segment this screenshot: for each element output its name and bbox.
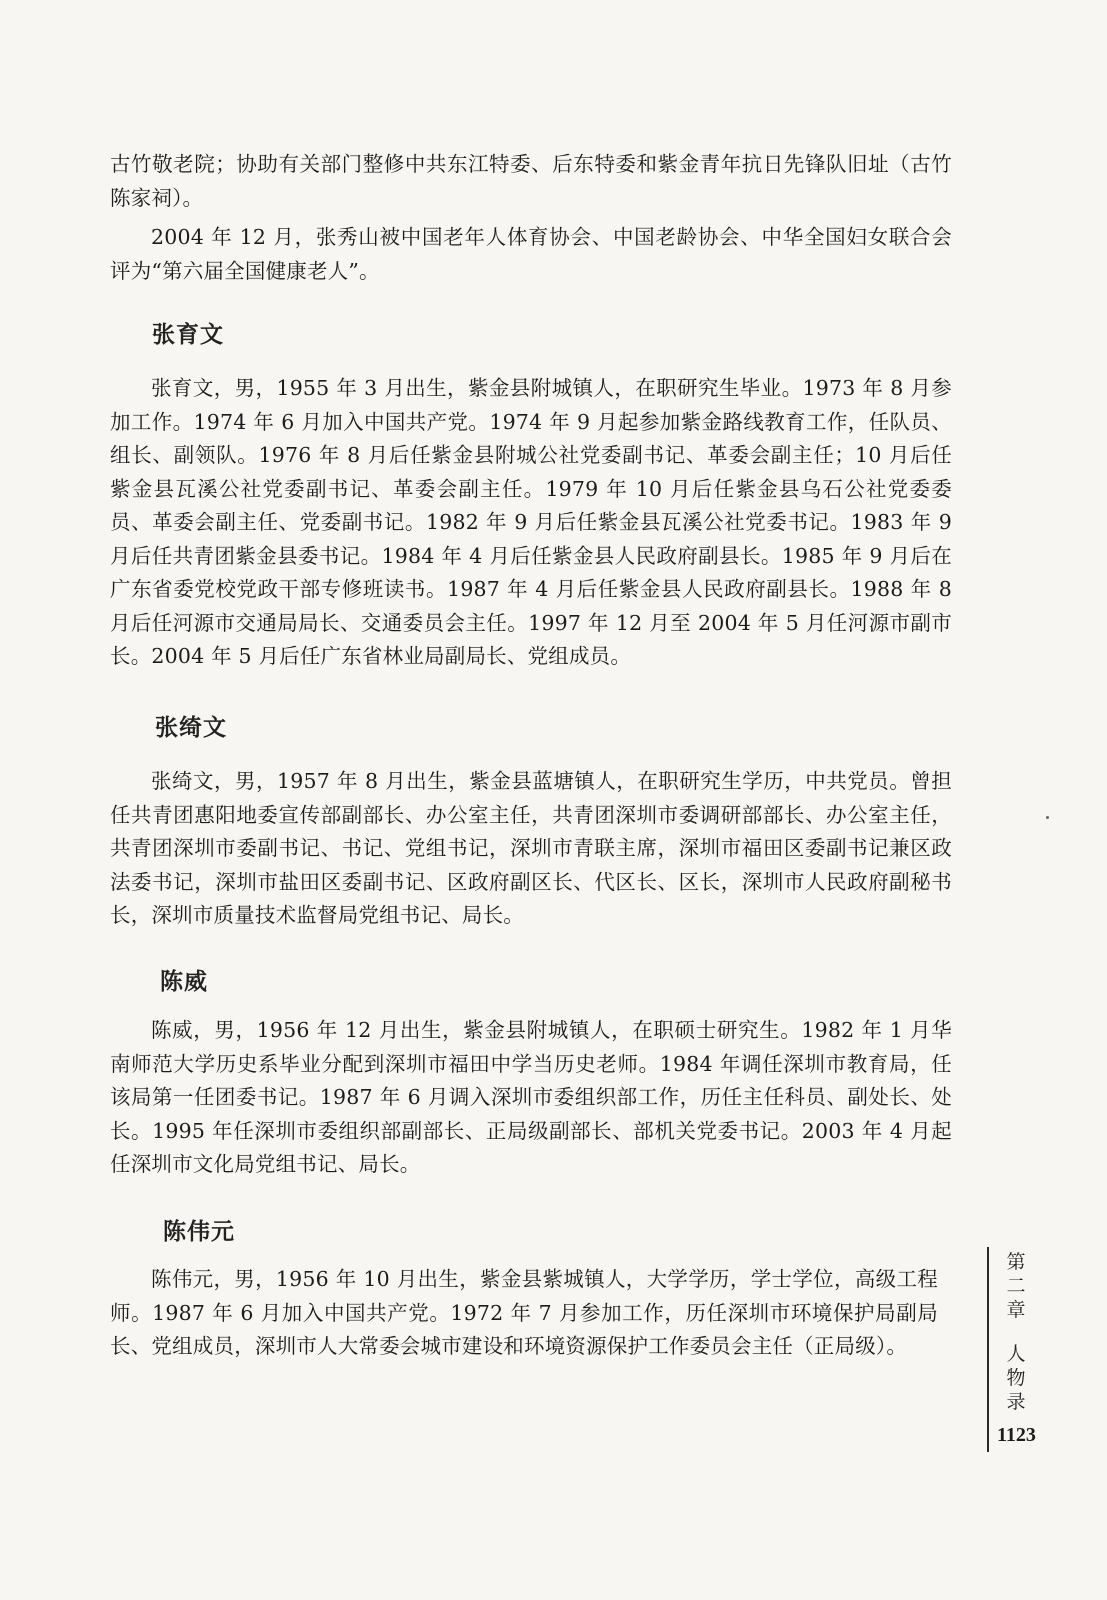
intro-text bbox=[110, 148, 952, 288]
entry-body-chen-wei bbox=[110, 1014, 952, 1182]
intro-paragraph-continued: 古竹敬老院；协助有关部门整修中共东江特委、后东特委和紫金青年抗日先锋队旧址（古竹陈家祠）。 bbox=[110, 152, 952, 210]
scan-speck bbox=[1046, 816, 1049, 819]
sidebar-section-label: 人物录 bbox=[1006, 1343, 1026, 1413]
entry-body-zhang-qiwen bbox=[110, 765, 952, 933]
entry-paragraph: 陈伟元，男，1956 年 10 月出生，紫金县紫城镇人，大学学历，学士学位，高级工程师。1987 年 6 月加入中国共产党。1972 年 7 月参加工作，历任深圳市环境保护局副局长、党组成员，深圳市人大常委会城市建设和环境资源保护工作委员会主任（正局级）。 bbox=[110, 1267, 938, 1358]
page-number: 1123 bbox=[997, 1424, 1036, 1446]
entry-heading-chen-weiyuan: 陈伟元 bbox=[163, 1219, 235, 1245]
entry-body-chen-weiyuan bbox=[110, 1263, 938, 1364]
entry-paragraph: 陈威，男，1956 年 12 月出生，紫金县附城镇人，在职硕士研究生。1982 年 1 月华南师范大学历史系毕业分配到深圳市福田中学当历史老师。1984 年调任深圳市教育局，任该局第一任团委书记。1987 年 6 月调入深圳市委组织部工作，历任主任科员、副处长、处长。1995 年任深圳市委组织部副部长、正局级副部长、部机关党委书记。2003 年 4 月起任深圳市文化局党组书记、局长。 bbox=[110, 1018, 952, 1176]
sidebar-rule bbox=[987, 1247, 989, 1452]
entry-heading-chen-wei: 陈威 bbox=[160, 969, 208, 995]
sidebar-chapter-label: 第二章 bbox=[1006, 1251, 1026, 1321]
entry-heading-zhang-yuwen: 张育文 bbox=[152, 322, 224, 348]
entry-paragraph: 张绮文，男，1957 年 8 月出生，紫金县蓝塘镇人，在职研究生学历，中共党员。曾担任共青团惠阳地委宣传部副部长、办公室主任，共青团深圳市委调研部部长、办公室主任，共青团深圳市委副书记、书记、党组书记，深圳市青联主席，深圳市福田区委副书记兼区政法委书记，深圳市盐田区委副书记、区政府副区长、代区长、区长，深圳市人民政府副秘书长，深圳市质量技术监督局党组书记、局长。 bbox=[110, 769, 952, 927]
entry-paragraph: 张育文，男，1955 年 3 月出生，紫金县附城镇人，在职研究生毕业。1973 年 8 月参加工作。1974 年 6 月加入中国共产党。1974 年 9 月起参加紫金路线教育工作，任队员、组长、副领队。1976 年 8 月后任紫金县附城公社党委副书记、革委会副主任；10 月后任紫金县瓦溪公社党委副书记、革委会副主任。1979 年 10 月后任紫金县乌石公社党委委员、革委会副主任、党委副书记。1982 年 9 月后任紫金县瓦溪公社党委书记。1983 年 9 月后任共青团紫金县委书记。1984 年 4 月后任紫金县人民政府副县长。1985 年 9 月后在广东省委党校党政干部专修班读书。1987 年 4 月后任紫金县人民政府副县长。1988 年 8 月后任河源市交通局局长、交通委员会主任。1997 年 12 月至 2004 年 5 月任河源市副市长。2004 年 5 月后任广东省林业局副局长、党组成员。 bbox=[110, 376, 952, 668]
entry-heading-zhang-qiwen: 张绮文 bbox=[155, 715, 227, 741]
entry-body-zhang-yuwen bbox=[110, 372, 952, 674]
intro-paragraph: 2004 年 12 月，张秀山被中国老年人体育协会、中国老龄协会、中华全国妇女联合会评为“第六届全国健康老人”。 bbox=[110, 225, 952, 283]
